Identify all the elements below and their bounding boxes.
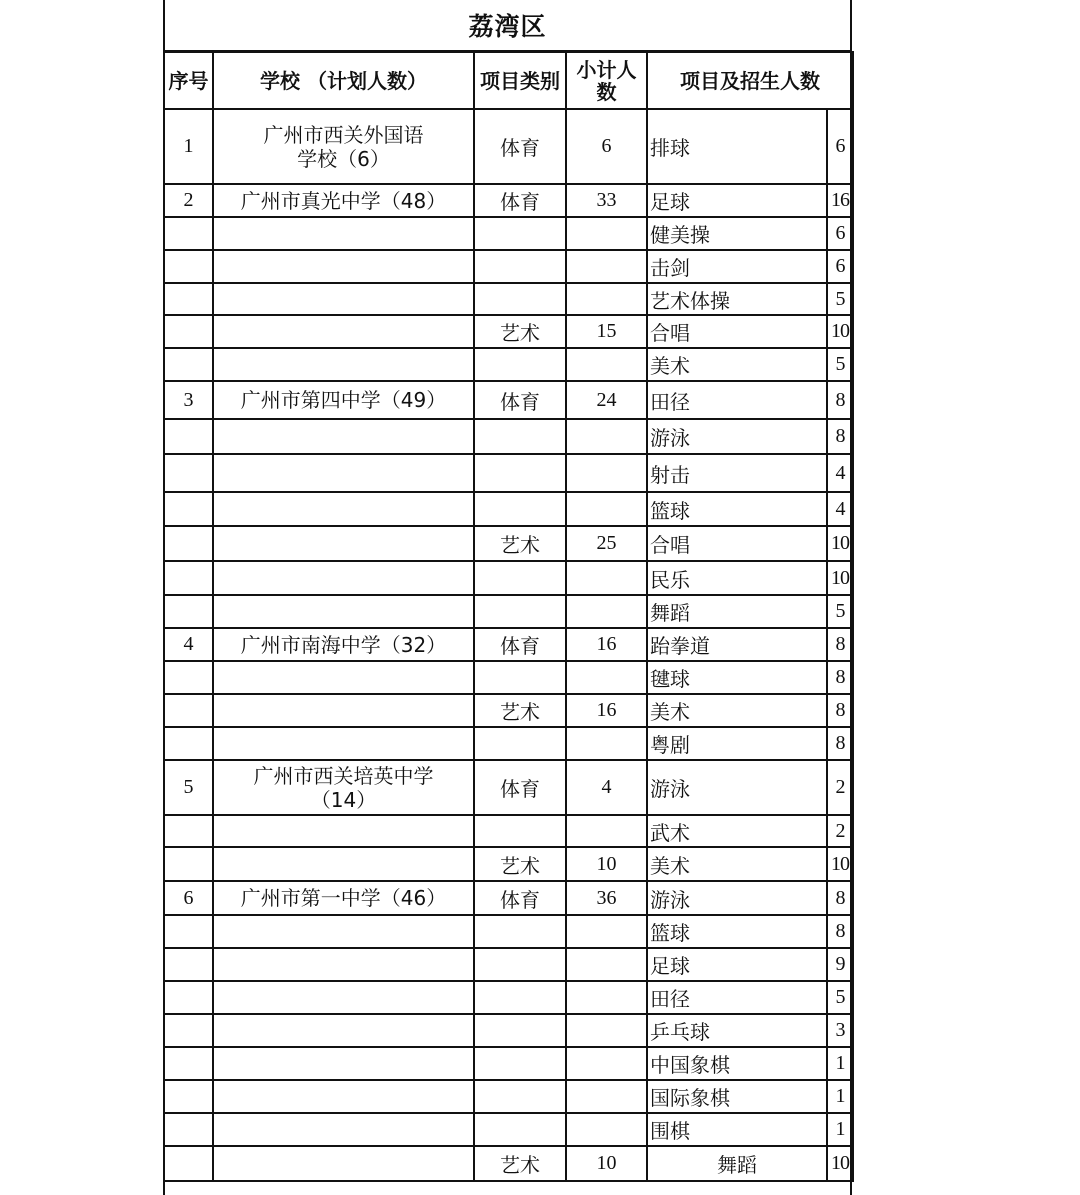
table-row [164, 315, 853, 348]
cell-count: 8 [827, 915, 853, 948]
cell-count: 6 [827, 250, 853, 283]
header-subtotal [566, 52, 647, 109]
cell-school [213, 815, 474, 847]
cell-category [474, 492, 566, 526]
cell-school [213, 1080, 474, 1113]
cell-subtotal [566, 454, 647, 492]
cell-seq [164, 1047, 213, 1080]
cell-count: 3 [827, 1014, 853, 1047]
cell-subtotal: 16 [566, 694, 647, 727]
cell-school [213, 1014, 474, 1047]
cell-category [474, 250, 566, 283]
cell-item: 合唱 [647, 526, 827, 561]
cell-school [213, 595, 474, 628]
cell-category [474, 1047, 566, 1080]
cell-item: 篮球 [647, 492, 827, 526]
cell-school [213, 419, 474, 454]
cell-school [213, 1047, 474, 1080]
cell-count: 8 [827, 628, 853, 661]
table-continuation [163, 1180, 852, 1195]
cell-item: 足球 [647, 184, 827, 217]
table-row [164, 184, 853, 217]
cell-school [213, 283, 474, 315]
cell-school [213, 915, 474, 948]
cell-category [474, 661, 566, 694]
cell-category [474, 283, 566, 315]
cell-category [474, 419, 566, 454]
cell-subtotal [566, 492, 647, 526]
school-line: （14） [310, 787, 377, 812]
cell-subtotal: 16 [566, 628, 647, 661]
school-line: 广州市西关外国语 [263, 122, 424, 147]
cell-seq [164, 815, 213, 847]
cell-category: 艺术 [474, 1146, 566, 1181]
header-category: 项目类别 [474, 52, 566, 109]
cell-seq: 4 [164, 628, 213, 661]
cell-item: 舞蹈 [647, 1146, 827, 1181]
cell-subtotal [566, 981, 647, 1014]
cell-school [213, 1113, 474, 1146]
header-school: 学校 （计划人数） [213, 52, 474, 109]
cell-item: 艺术体操 [647, 283, 827, 315]
header-subtotal-line1: 小计人 [576, 57, 637, 82]
cell-seq: 1 [164, 109, 213, 184]
cell-count: 2 [827, 815, 853, 847]
cell-seq [164, 981, 213, 1014]
cell-count: 16 [827, 184, 853, 217]
cell-seq [164, 694, 213, 727]
cell-count: 8 [827, 727, 853, 760]
cell-subtotal [566, 661, 647, 694]
cell-seq [164, 250, 213, 283]
cell-item: 健美操 [647, 217, 827, 250]
cell-subtotal [566, 1014, 647, 1047]
cell-count: 8 [827, 661, 853, 694]
cell-count: 1 [827, 1113, 853, 1146]
cell-count: 8 [827, 881, 853, 915]
cell-seq [164, 1146, 213, 1181]
table-row [164, 1047, 853, 1080]
cell-item: 舞蹈 [647, 595, 827, 628]
cell-count: 5 [827, 595, 853, 628]
enrollment-table [163, 51, 854, 1182]
header-subtotal-line2: 数 [596, 79, 617, 104]
cell-subtotal: 36 [566, 881, 647, 915]
cell-subtotal [566, 1113, 647, 1146]
cell-category [474, 217, 566, 250]
cell-category: 体育 [474, 381, 566, 419]
cell-category [474, 454, 566, 492]
table-row [164, 948, 853, 981]
cell-category: 体育 [474, 109, 566, 184]
cell-school [213, 694, 474, 727]
table-row [164, 419, 853, 454]
cell-subtotal [566, 217, 647, 250]
cell-school [213, 109, 474, 184]
cell-subtotal [566, 250, 647, 283]
table-row [164, 595, 853, 628]
cell-subtotal [566, 915, 647, 948]
cell-seq: 5 [164, 760, 213, 815]
cell-item: 田径 [647, 381, 827, 419]
cell-school: 广州市第一中学（46） [213, 881, 474, 915]
cell-subtotal [566, 815, 647, 847]
cell-item: 跆拳道 [647, 628, 827, 661]
cell-category: 艺术 [474, 847, 566, 881]
cell-category [474, 348, 566, 381]
cell-school [213, 348, 474, 381]
table-row [164, 283, 853, 315]
cell-item: 粤剧 [647, 727, 827, 760]
table-row [164, 1146, 853, 1181]
cell-school [213, 727, 474, 760]
cell-category: 体育 [474, 628, 566, 661]
cell-subtotal [566, 1080, 647, 1113]
cell-seq [164, 727, 213, 760]
cell-seq [164, 348, 213, 381]
header-seq: 序号 [164, 52, 213, 109]
cell-school [213, 1146, 474, 1181]
cell-seq [164, 492, 213, 526]
cell-item: 游泳 [647, 881, 827, 915]
cell-item: 射击 [647, 454, 827, 492]
cell-count: 10 [827, 561, 853, 595]
table-row [164, 815, 853, 847]
cell-category [474, 815, 566, 847]
cell-subtotal: 10 [566, 1146, 647, 1181]
cell-subtotal [566, 283, 647, 315]
cell-seq [164, 1014, 213, 1047]
cell-item: 毽球 [647, 661, 827, 694]
page-title: 荔湾区 [163, 0, 852, 52]
cell-school [213, 847, 474, 881]
cell-school [213, 217, 474, 250]
cell-count: 4 [827, 492, 853, 526]
table-row [164, 348, 853, 381]
cell-item: 美术 [647, 348, 827, 381]
cell-subtotal: 24 [566, 381, 647, 419]
cell-school [213, 454, 474, 492]
table-row [164, 628, 853, 661]
cell-item: 篮球 [647, 915, 827, 948]
cell-count: 5 [827, 283, 853, 315]
cell-category: 体育 [474, 760, 566, 815]
cell-seq: 3 [164, 381, 213, 419]
cell-subtotal [566, 1047, 647, 1080]
cell-category [474, 561, 566, 595]
cell-count: 1 [827, 1047, 853, 1080]
cell-item: 民乐 [647, 561, 827, 595]
cell-item: 田径 [647, 981, 827, 1014]
table-row [164, 915, 853, 948]
table-row [164, 454, 853, 492]
cell-school [213, 526, 474, 561]
cell-seq: 2 [164, 184, 213, 217]
cell-seq [164, 561, 213, 595]
table-row [164, 1080, 853, 1113]
cell-count: 5 [827, 981, 853, 1014]
cell-count: 10 [827, 1146, 853, 1181]
cell-item: 围棋 [647, 1113, 827, 1146]
cell-subtotal: 15 [566, 315, 647, 348]
cell-school: 广州市第四中学（49） [213, 381, 474, 419]
cell-item: 美术 [647, 847, 827, 881]
cell-seq [164, 661, 213, 694]
cell-category: 艺术 [474, 315, 566, 348]
table-row [164, 847, 853, 881]
cell-school [213, 981, 474, 1014]
table-row [164, 881, 853, 915]
school-line: 广州市西关培英中学 [253, 763, 434, 788]
cell-seq [164, 454, 213, 492]
table-row [164, 109, 853, 184]
cell-count: 5 [827, 348, 853, 381]
school-line: 学校（6） [297, 146, 390, 171]
table-row [164, 250, 853, 283]
cell-subtotal: 33 [566, 184, 647, 217]
table-row [164, 694, 853, 727]
cell-count: 8 [827, 694, 853, 727]
cell-item: 游泳 [647, 760, 827, 815]
cell-category: 体育 [474, 184, 566, 217]
cell-seq [164, 1080, 213, 1113]
cell-count: 2 [827, 760, 853, 815]
table-row [164, 727, 853, 760]
cell-item: 击剑 [647, 250, 827, 283]
cell-count: 6 [827, 109, 853, 184]
cell-category [474, 948, 566, 981]
table-row [164, 492, 853, 526]
cell-school [213, 561, 474, 595]
cell-seq [164, 283, 213, 315]
cell-item: 美术 [647, 694, 827, 727]
cell-category: 艺术 [474, 694, 566, 727]
cell-school [213, 492, 474, 526]
cell-category: 体育 [474, 881, 566, 915]
cell-item: 武术 [647, 815, 827, 847]
cell-category [474, 1113, 566, 1146]
cell-seq [164, 595, 213, 628]
cell-school [213, 760, 474, 815]
cell-seq [164, 217, 213, 250]
table-row [164, 217, 853, 250]
cell-item: 足球 [647, 948, 827, 981]
cell-item: 排球 [647, 109, 827, 184]
cell-subtotal [566, 419, 647, 454]
table-row [164, 561, 853, 595]
cell-school [213, 661, 474, 694]
cell-count: 6 [827, 217, 853, 250]
cell-count: 8 [827, 419, 853, 454]
table-row [164, 760, 853, 815]
cell-seq [164, 526, 213, 561]
table-row [164, 1113, 853, 1146]
cell-item: 国际象棋 [647, 1080, 827, 1113]
cell-item: 乒乓球 [647, 1014, 827, 1047]
table-row [164, 526, 853, 561]
cell-category: 艺术 [474, 526, 566, 561]
cell-count: 8 [827, 381, 853, 419]
cell-seq [164, 1113, 213, 1146]
cell-school [213, 315, 474, 348]
cell-category [474, 1014, 566, 1047]
table-row [164, 661, 853, 694]
cell-seq [164, 419, 213, 454]
cell-seq [164, 948, 213, 981]
cell-count: 9 [827, 948, 853, 981]
cell-category [474, 981, 566, 1014]
cell-count: 10 [827, 526, 853, 561]
cell-count: 4 [827, 454, 853, 492]
cell-item: 游泳 [647, 419, 827, 454]
header-row [164, 52, 853, 109]
cell-subtotal [566, 348, 647, 381]
cell-seq: 6 [164, 881, 213, 915]
table-row [164, 1014, 853, 1047]
header-items: 项目及招生人数 [647, 52, 853, 109]
cell-subtotal: 4 [566, 760, 647, 815]
cell-count: 10 [827, 315, 853, 348]
cell-school: 广州市南海中学（32） [213, 628, 474, 661]
cell-subtotal [566, 727, 647, 760]
cell-seq [164, 915, 213, 948]
cell-subtotal: 10 [566, 847, 647, 881]
cell-subtotal: 6 [566, 109, 647, 184]
cell-category [474, 595, 566, 628]
cell-count: 10 [827, 847, 853, 881]
cell-subtotal [566, 595, 647, 628]
cell-seq [164, 315, 213, 348]
cell-school: 广州市真光中学（48） [213, 184, 474, 217]
cell-category [474, 915, 566, 948]
cell-item: 中国象棋 [647, 1047, 827, 1080]
cell-subtotal [566, 561, 647, 595]
cell-category [474, 727, 566, 760]
cell-school [213, 250, 474, 283]
table-row [164, 381, 853, 419]
cell-category [474, 1080, 566, 1113]
cell-subtotal: 25 [566, 526, 647, 561]
cell-count: 1 [827, 1080, 853, 1113]
table-row [164, 981, 853, 1014]
cell-item: 合唱 [647, 315, 827, 348]
cell-seq [164, 847, 213, 881]
cell-school [213, 948, 474, 981]
cell-subtotal [566, 948, 647, 981]
